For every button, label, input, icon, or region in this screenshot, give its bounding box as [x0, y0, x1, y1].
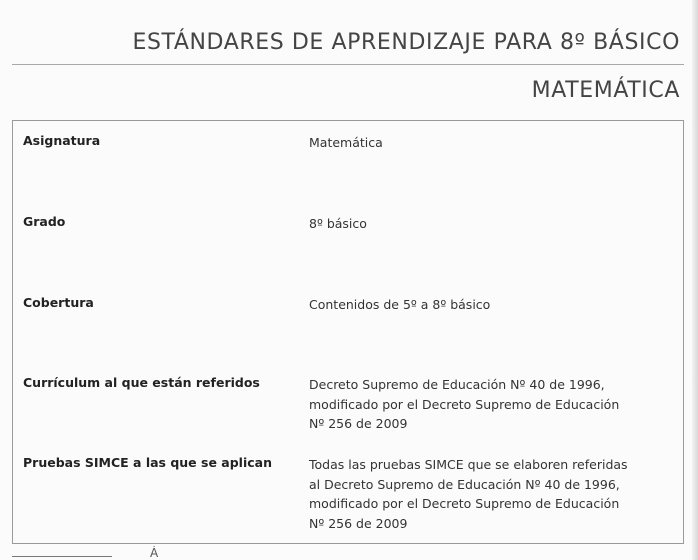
row-label: Asignatura [23, 133, 101, 148]
header-divider [12, 64, 684, 65]
row-label: Currículum al que están referidos [23, 375, 260, 390]
info-table [12, 120, 684, 544]
row-value: Contenidos de 5º a 8º básico [309, 297, 491, 312]
row-label: Grado [23, 214, 66, 229]
scan-edge-shadow [692, 0, 698, 560]
row-label: Cobertura [23, 295, 94, 310]
page-title: ESTÁNDARES DE APRENDIZAJE PARA 8º BÁSICO [132, 30, 680, 55]
row-value: Matemática [309, 135, 383, 150]
row-label: Pruebas SIMCE a las que se aplican [23, 455, 272, 470]
subject-heading: MATEMÁTICA [531, 78, 680, 103]
row-value: Decreto Supremo de Educación Nº 40 de 1996, modificado por el Decreto Supremo de Educación Nº 256 de 2009 [309, 377, 620, 431]
row-value: 8º básico [309, 216, 367, 231]
next-page-heading-fragment: Á [150, 546, 159, 560]
row-value: Todas las pruebas SIMCE que se elaboren referidas al Decreto Supremo de Educación Nº 40 de 1996, modificado por el Decreto Supremo de Educación Nº 256 de 2009 [309, 457, 628, 531]
footer-divider [12, 556, 112, 557]
